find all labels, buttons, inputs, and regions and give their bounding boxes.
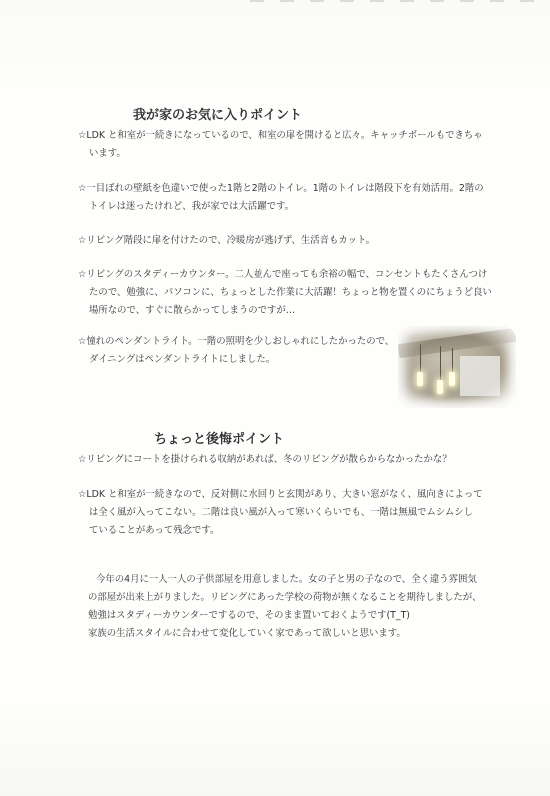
pendant-light-photo <box>398 326 516 408</box>
text-line: ☆リビング階段に扉を付けたので、冷暖房が逃げず、生活音もカット。 <box>78 235 375 246</box>
text-line: ダイニングはペンダントライトにしました。 <box>89 354 276 365</box>
text-line: ☆憧れのペンダントライト。一階の照明を少しおしゃれにしたかったので、 <box>78 336 395 347</box>
text-line: 今年の4月に一人一人の子供部屋を用意しました。女の子と男の子なので、全く違う雰囲気 <box>96 574 477 585</box>
regret-item-wind <box>78 486 483 540</box>
text-line: 家族の生活スタイルに合わせて変化していく家であって欲しいと思います。 <box>88 628 406 639</box>
text-line: 場所なので、すぐに散らかってしまうのですが… <box>89 305 296 316</box>
text-line: ていることがあって残念です。 <box>89 525 220 536</box>
text-line: は全く風が入ってこない。二階は良い風が入って寒いくらいでも、一階は無風でムシムシし <box>89 507 474 518</box>
regret-heading: ちょっと後悔ポイント <box>154 432 285 447</box>
favorite-item-ldk <box>78 127 483 163</box>
photo-vignette <box>398 326 516 408</box>
text-line: ☆リビングにコートを掛けられる収納があれば、冬のリビングが散らからなかったかな？ <box>78 454 452 465</box>
regret-item-coat <box>78 451 452 469</box>
favorite-item-stairs <box>78 232 375 250</box>
text-line: ☆一目ぼれの壁紙を色違いで使った1階と2階のトイレ。1階のトイレは階段下を有効活用。2階の <box>78 183 484 194</box>
closing-paragraph <box>88 571 481 643</box>
text-line: 勉強はスタディーカウンターでするので、そのまま置いておくようです(T_T) <box>88 610 410 621</box>
favorite-heading: 我が家のお気に入りポイント <box>133 108 303 123</box>
favorite-item-counter <box>78 266 492 320</box>
text-line: ☆リビングのスタディーカウンター。二人並んで座っても余裕の幅で、コンセントもたくさんつけ <box>78 269 488 280</box>
favorite-item-pendant <box>78 333 394 369</box>
favorite-item-toilet <box>78 180 484 216</box>
text-line: ☆LDK と和室が一続きになっているので、和室の扉を開けると広々。キャッチボールもできちゃ <box>78 130 483 141</box>
text-line: います。 <box>89 148 126 159</box>
text-line: の部屋が出来上がりました。リビングにあった学校の荷物が無くなることを期待しましたが、 <box>88 592 482 603</box>
text-line: トイレは迷ったけれど、我が家では大活躍です。 <box>89 201 295 212</box>
scan-edge <box>250 0 550 2</box>
text-line: たので、勉強に、パソコンに、ちょっとした作業に大活躍！ちょっと物を置くのにちょうど良い <box>89 287 492 298</box>
text-line: ☆LDK と和室が一続きなので、反対側に水回りと玄関があり、大きい窓がなく、風向きによって <box>78 489 483 500</box>
